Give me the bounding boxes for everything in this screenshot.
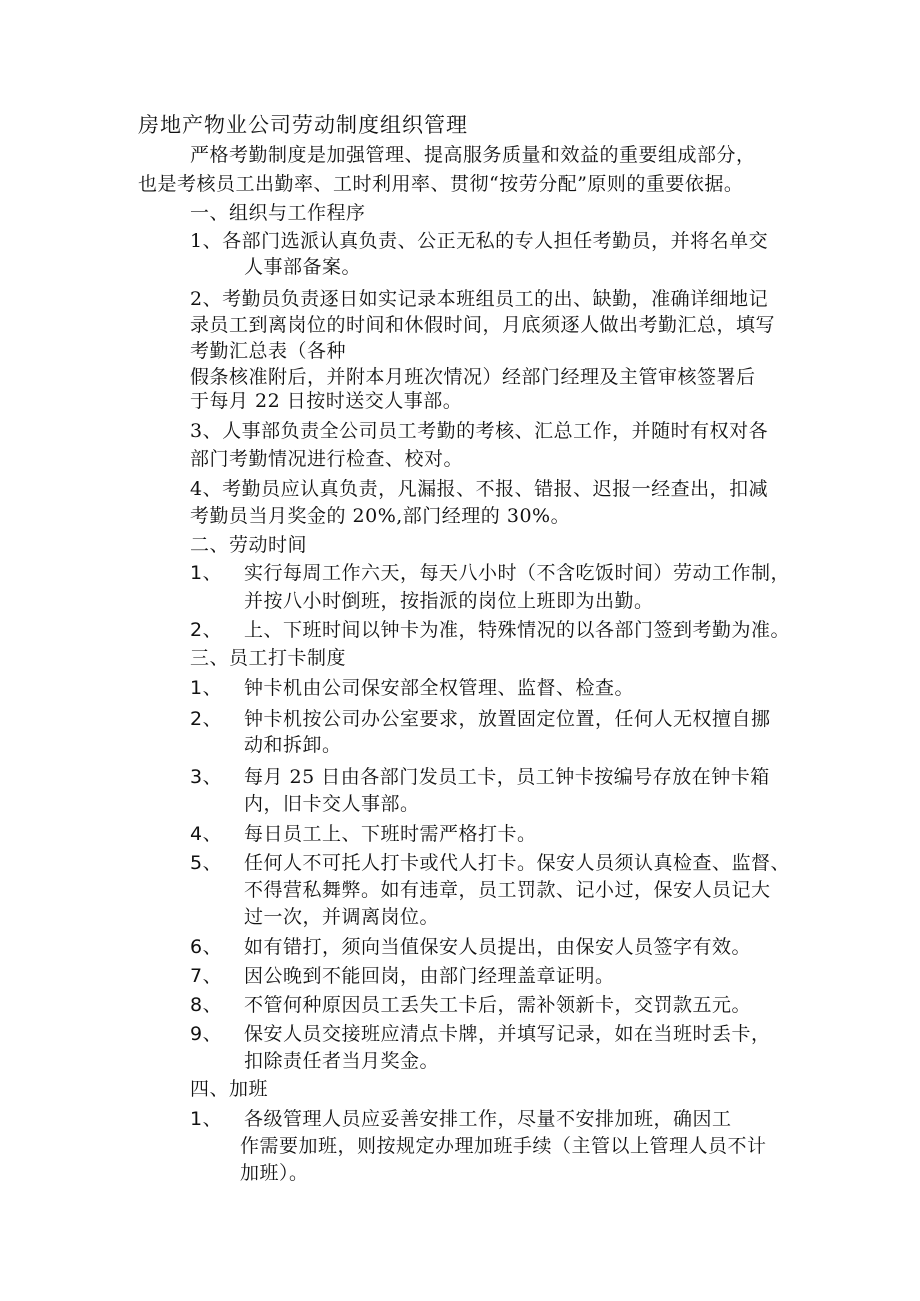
- list-item-line: 内，旧卡交人事部。: [244, 793, 420, 815]
- list-item-line: 钟卡机由公司保安部全权管理、监督、检查。: [244, 677, 635, 699]
- list-item-line: 不管何种原因员工丢失工卡后，需补领新卡，交罚款五元。: [244, 994, 752, 1016]
- list-item-line: 并按八小时倒班，按指派的岗位上班即为出勤。: [244, 590, 654, 612]
- list-item-line: 考勤员当月奖金的 20%,部门经理的 30%。: [190, 505, 571, 527]
- section-heading: 四、加班: [190, 1078, 269, 1100]
- list-item-line: 每月 25 日由各部门发员工卡，员工钟卡按编号存放在钟卡箱: [244, 766, 770, 788]
- list-item-line: 加班）。: [240, 1162, 309, 1184]
- list-item-line: 不得营私舞弊。如有违章，员工罚款、记小过，保安人员记大: [244, 879, 771, 901]
- list-item-number: 4、: [190, 823, 223, 845]
- list-item-line: 动和拆卸。: [244, 734, 342, 756]
- list-item-number: 7、: [190, 965, 223, 987]
- list-item-number: 3、: [190, 766, 223, 788]
- list-item-number: 2、: [190, 708, 223, 730]
- list-item-line: 扣除责任者当月奖金。: [244, 1050, 440, 1072]
- list-item-number: 2、: [190, 619, 223, 641]
- list-item-number: 5、: [190, 852, 223, 874]
- list-item-line: 因公晚到不能回岗，由部门经理盖章证明。: [244, 965, 615, 987]
- section-heading: 一、组织与工作程序: [190, 202, 366, 224]
- document-title: 房地产物业公司劳动制度组织管理: [138, 113, 468, 137]
- list-item-line: 实行每周工作六天，每天八小时（不含吃饭时间）劳动工作制，: [244, 562, 791, 584]
- list-item-number: 9、: [190, 1023, 223, 1045]
- list-item-line: 录员工到离岗位的时间和休假时间，月底须逐人做出考勤汇总，填写: [190, 314, 776, 336]
- list-item-number: 1、: [190, 677, 223, 699]
- list-item-line: 各级管理人员应妥善安排工作，尽量不安排加班，确因工: [244, 1108, 732, 1130]
- list-item-number: 1、: [190, 1108, 223, 1130]
- section-heading: 三、员工打卡制度: [190, 647, 347, 669]
- list-item-line: 2、考勤员负责逐日如实记录本班组员工的出、缺勤，准确详细地记: [190, 288, 769, 310]
- list-item-line: 如有错打，须向当值保安人员提出，由保安人员签字有效。: [244, 936, 752, 958]
- list-item-line: 部门考勤情况进行检查、校对。: [190, 448, 464, 470]
- list-item-line: 考勤汇总表（各种: [190, 340, 347, 362]
- list-item-line: 保安人员交接班应清点卡牌，并填写记录，如在当班时丢卡，: [244, 1023, 771, 1045]
- list-item-number: 6、: [190, 936, 223, 958]
- list-item-number: 8、: [190, 994, 223, 1016]
- list-item-line: 上、下班时间以钟卡为准，特殊情况的以各部门签到考勤为准。: [244, 619, 791, 641]
- list-item-number: 1、: [190, 562, 223, 584]
- list-item-line: 作需要加班，则按规定办理加班手续（主管以上管理人员不计: [240, 1135, 767, 1157]
- list-item-line: 于每月 22 日按时送交人事部。: [190, 390, 463, 412]
- list-item-line: 4、考勤员应认真负责，凡漏报、不报、错报、迟报一经查出，扣减: [190, 478, 769, 500]
- list-item-line: 人事部备案。: [244, 256, 362, 278]
- list-item-line: 任何人不可托人打卡或代人打卡。保安人员须认真检查、监督、: [244, 852, 791, 874]
- intro-line: 也是考核员工出勤率、工时利用率、贯彻“按劳分配”原则的重要依据。: [138, 173, 744, 195]
- list-item-line: 1、各部门选派认真负责、公正无私的专人担任考勤员，并将名单交: [190, 230, 769, 252]
- list-item-line: 过一次，并调离岗位。: [244, 906, 440, 928]
- list-item-line: 3、人事部负责全公司员工考勤的考核、汇总工作，并随时有权对各: [190, 420, 769, 442]
- intro-line: 严格考勤制度是加强管理、提高服务质量和效益的重要组成部分，: [190, 144, 756, 166]
- list-item-line: 钟卡机按公司办公室要求，放置固定位置，任何人无权擅自挪: [244, 708, 771, 730]
- section-heading: 二、劳动时间: [190, 534, 308, 556]
- list-item-line: 假条核准附后，并附本月班次情况）经部门经理及主管审核签署后: [190, 366, 756, 388]
- list-item-line: 每日员工上、下班时需严格打卡。: [244, 823, 537, 845]
